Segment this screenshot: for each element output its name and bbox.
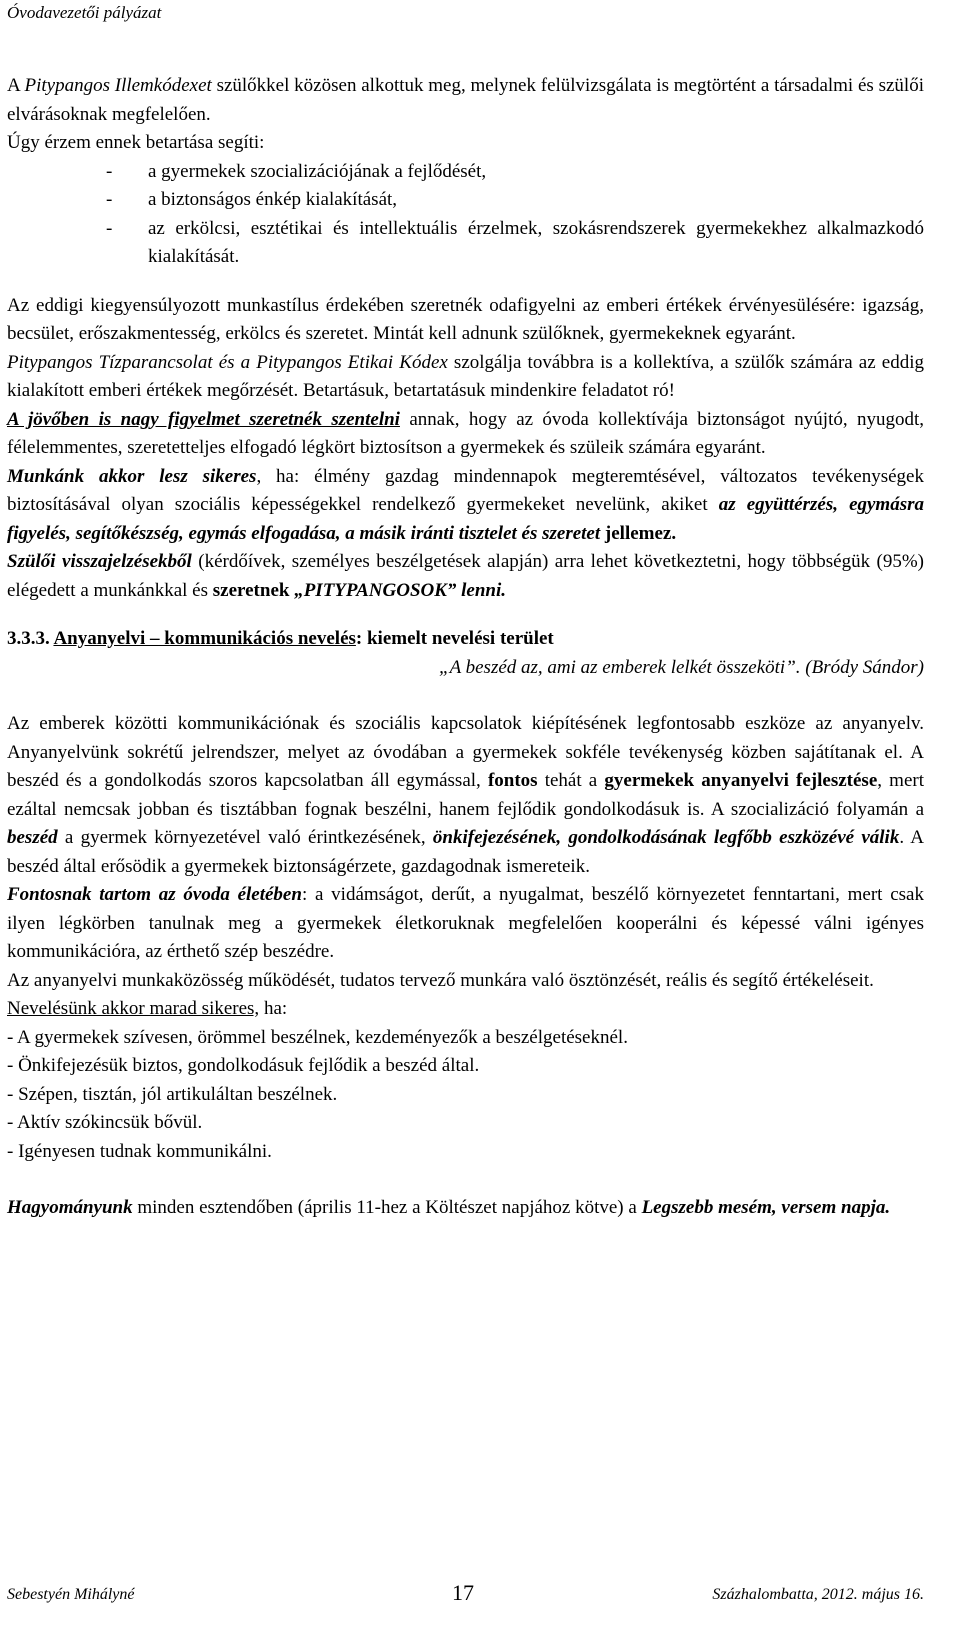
list-item: - A gyermekek szívesen, örömmel beszélnek, kezdeményezők a beszélgetéseknél. bbox=[7, 1026, 628, 1048]
paragraph-feedback: Szülői visszajelzésekből (kérdőívek, személyes beszélgetések alapján) arra lehet következtetni, hogy többségük (95%) elégedett a munkánkkal és szeretnek „PITYPANGOSOK” lenni. bbox=[7, 551, 925, 601]
paragraph-values: Az eddigi kiegyensúlyozott munkastílus érdekében szeretnék odafigyelni az emberi értékek érvényesülésére: igazság, becsület, erőszakmentesség, erkölcs és szeretet. Mintát kell adnunk szülőknek, gyermekeknek egyaránt. bbox=[7, 294, 924, 344]
list-item: - Igényesen tudnak kommunikálni. bbox=[7, 1140, 272, 1162]
paragraph-future: A jövőben is nagy figyelmet szeretnék szentelni annak, hogy az óvoda kollektívája biztonságot nyújtó, nyugodt, félelemmentes, szeretetteljes elfogadó légkört biztosítson a gyermekek és szüleik számára egyaránt. bbox=[7, 408, 924, 458]
paragraph-tradition: Hagyományunk minden esztendőben (április 11-hez a Költészet napjához kötve) a Legszebb mesém, versem napja. bbox=[7, 1197, 891, 1218]
page-header: Óvodavezetői pályázat bbox=[7, 3, 162, 22]
list-item: - Önkifejezésük biztos, gondolkodásuk fejlődik a beszéd által. bbox=[7, 1055, 480, 1076]
list-item: - az erkölcsi, esztétikai és intellektuális érzelmek, szokásrendszerek gyermekekhez alkalmazkodó kialakítását. bbox=[106, 217, 924, 267]
footer-place-date: Százhalombatta, 2012. május 16. bbox=[712, 1586, 924, 1603]
paragraph-success: Munkánk akkor lesz sikeres, ha: élmény gazdag mindennapok megteremtésével, változatos tevékenységek biztosításával olyan szociális képességekkel rendelkező gyermekeket nevelünk, akiket az együttérzés, egymásra figyelés, segítőkészség, egymás elfogadása, a másik iránti tisztelet és szeretet jellemez. bbox=[7, 465, 924, 544]
section-quote: „A beszéd az, ami az emberek lelkét összeköti”. (Bródy Sándor) bbox=[439, 656, 924, 678]
paragraph-illemkodex: A Pitypangos Illemkódexet szülőkkel közösen alkottuk meg, melynek felülvizsgálata is megtörtént a társadalmi és szülői elvárásoknak megfelelően. bbox=[7, 75, 924, 125]
document-body bbox=[7, 72, 924, 1223]
list-item: - Aktív szókincsük bővül. bbox=[7, 1112, 203, 1133]
list-item: - Szépen, tisztán, jól artikuláltan beszélnek. bbox=[7, 1083, 338, 1105]
page-footer bbox=[0, 1576, 960, 1616]
paragraph-tizparancsolat: Pitypangos Tízparancsolat és a Pitypangos Etikai Kódex szolgálja továbbra is a kollektíva, a szülők számára az eddig kialakított emberi értékek megőrzését. Betartásuk, betartatásuk mindenkire feladatot ró! bbox=[7, 351, 924, 401]
list-item: - a biztonságos énkép kialakítását, bbox=[106, 189, 398, 210]
section-heading: 3.3.3. Anyanyelvi – kommunikációs nevelés: kiemelt nevelési terület bbox=[7, 628, 554, 649]
paragraph-munkakozosseg: Az anyanyelvi munkaközösség működését, tudatos tervező munkára való ösztönzését, reális és segítő értékeléseit. bbox=[7, 969, 874, 991]
paragraph-important: Fontosnak tartom az óvoda életében: a vidámságot, derűt, a nyugalmat, beszélő környezetet fenntartani, mert csak ilyen légkörben tanulnak meg a gyermekek életkoruknak megfelelően kooperálni és képessé válni igényes kommunikációra, az érthető szép beszédre. bbox=[7, 884, 924, 962]
page-number: 17 bbox=[452, 1580, 474, 1605]
paragraph-anyanyelv: Az emberek közötti kommunikációnak és szociális kapcsolatok kiépítésének legfontosabb eszköze az anyanyelv. Anyanyelvünk sokrétű jelrendszer, melyet az óvodában a gyermekek sokféle tevékenység közben sajátítanak el. A beszéd és a gondolkodás szoros kapcsolatban áll egymással, fontos tehát a gyermekek anyanyelvi fejlesztése, mert ezáltal nemcsak jobban és tisztábban fognak beszélni, hanem fejlődik gondolkodásuk is. A szocializáció folyamán a beszéd a gyermek környezetével való érintkezésének, önkifejezésének, gondolkodásának legfőbb eszközévé válik. A beszéd által erősödik a gyermekek biztonságérzete, gazdagodnak ismereteik. bbox=[7, 713, 924, 877]
list-item: - a gyermekek szocializációjának a fejlődését, bbox=[106, 160, 487, 182]
paragraph-intro: Úgy érzem ennek betartása segíti: bbox=[7, 132, 265, 153]
footer-author: Sebestyén Mihályné bbox=[7, 1586, 135, 1603]
paragraph-success-criteria: Nevelésünk akkor marad sikeres, ha: bbox=[7, 998, 288, 1019]
